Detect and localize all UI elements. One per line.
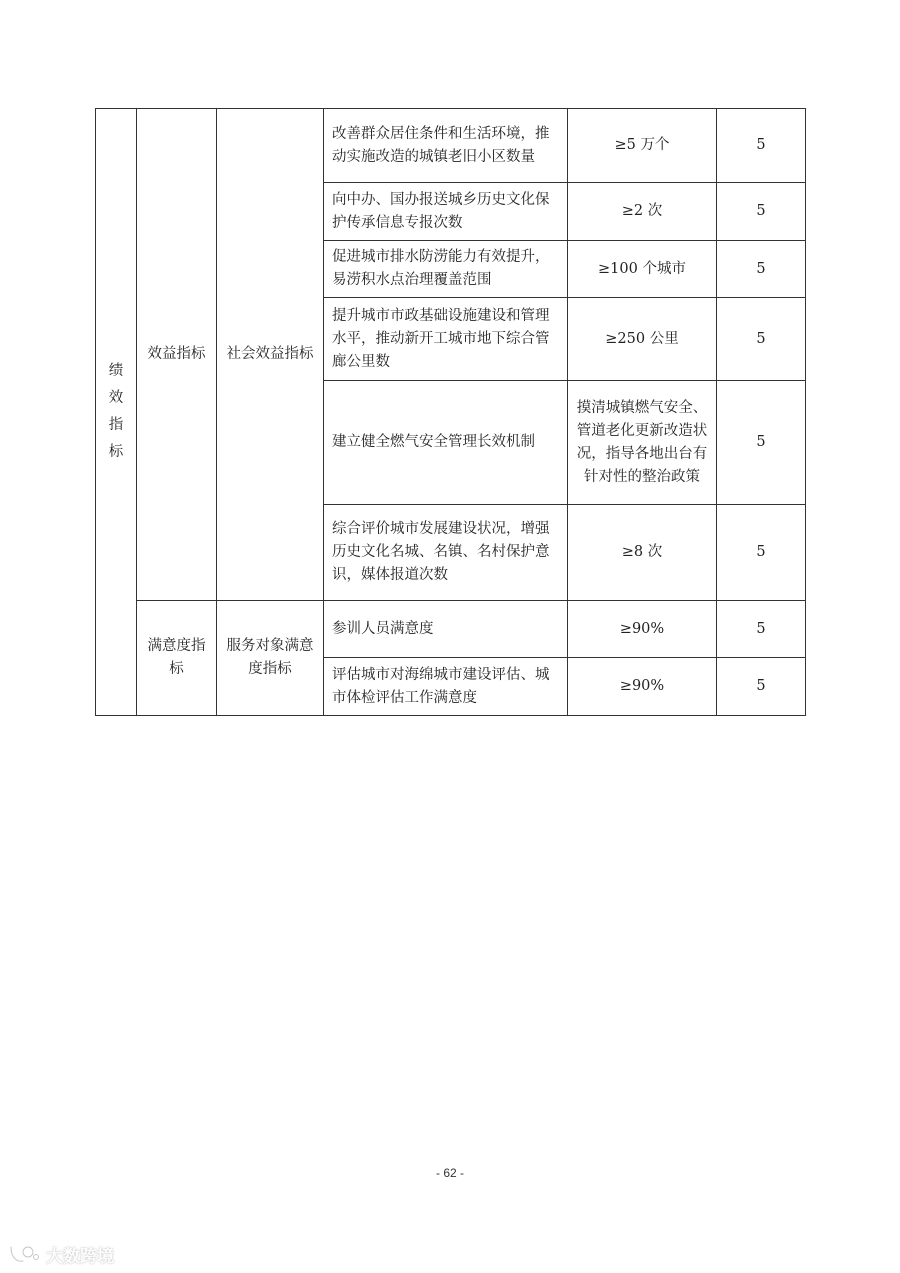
indicator-cell: 建立健全燃气安全管理长效机制 [324, 381, 568, 505]
table-row [96, 109, 806, 183]
indicator-cell: 综合评价城市发展建设状况，增强历史文化名城、名镇、名村保护意识，媒体报道次数 [324, 505, 568, 601]
weight-cell: 5 [717, 183, 806, 241]
target-cell: ≥90% [568, 601, 717, 658]
level1-cell [96, 109, 137, 716]
indicator-cell: 评估城市对海绵城市建设评估、城市体检评估工作满意度 [324, 658, 568, 716]
brand-logo-icon [8, 1243, 40, 1265]
level2-cell [137, 109, 217, 601]
watermark-text: 大数跨境 [46, 1246, 114, 1267]
target-cell: 摸清城镇燃气安全、管道老化更新改造状况，指导各地出台有针对性的整治政策 [568, 381, 717, 505]
indicator-cell: 改善群众居住条件和生活环境，推动实施改造的城镇老旧小区数量 [324, 109, 568, 183]
level3-cell [217, 109, 324, 601]
level2-cell [137, 601, 217, 716]
target-cell: ≥250 公里 [568, 298, 717, 381]
page-number: - 62 - [435, 1166, 464, 1180]
weight-cell: 5 [717, 601, 806, 658]
weight-cell: 5 [717, 658, 806, 716]
weight-cell: 5 [717, 109, 806, 183]
watermark [8, 1241, 114, 1267]
performance-indicator-table [95, 108, 806, 716]
level2-label: 效益指标 [147, 346, 206, 362]
weight-cell: 5 [717, 381, 806, 505]
level3-cell [217, 601, 324, 716]
target-cell: ≥90% [568, 658, 717, 716]
weight-cell: 5 [717, 505, 806, 601]
level1-label: 绩效指标 [108, 363, 124, 460]
target-cell: ≥5 万个 [568, 109, 717, 183]
indicator-cell: 参训人员满意度 [324, 601, 568, 658]
weight-cell: 5 [717, 241, 806, 298]
target-cell: ≥8 次 [568, 505, 717, 601]
indicator-cell: 向中办、国办报送城乡历史文化保护传承信息专报次数 [324, 183, 568, 241]
level3-label: 社会效益指标 [226, 346, 314, 362]
weight-cell: 5 [717, 298, 806, 381]
indicator-cell: 提升城市市政基础设施建设和管理水平，推动新开工城市地下综合管廊公里数 [324, 298, 568, 381]
level3-label: 服务对象满意度指标 [226, 638, 314, 677]
target-cell: ≥2 次 [568, 183, 717, 241]
level2-label: 满意度指标 [147, 638, 206, 677]
target-cell: ≥100 个城市 [568, 241, 717, 298]
table-row [96, 601, 806, 658]
indicator-cell: 促进城市排水防涝能力有效提升，易涝积水点治理覆盖范围 [324, 241, 568, 298]
